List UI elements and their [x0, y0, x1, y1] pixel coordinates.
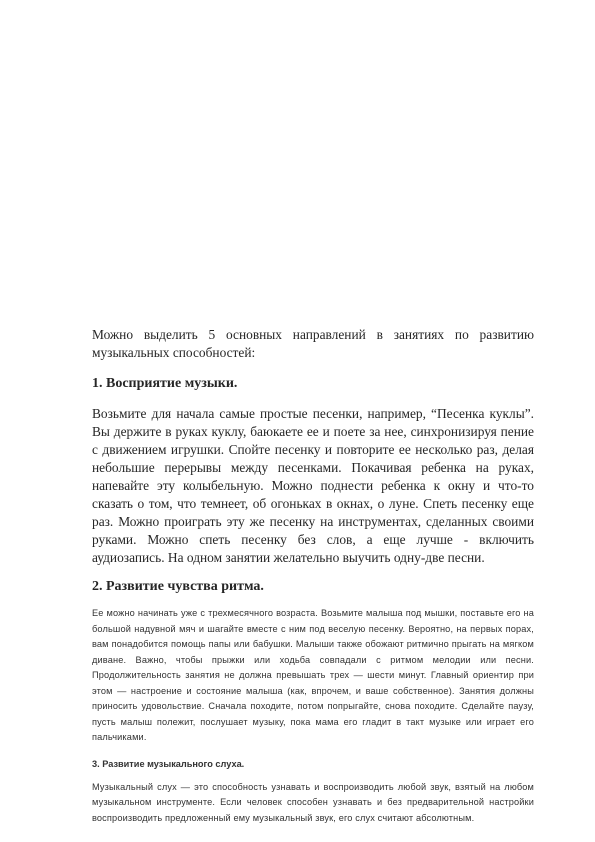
intro-paragraph: Можно выделить 5 основных направлений в занятиях по развитию музыкальных способностей:: [92, 327, 534, 360]
document-page: [92, 326, 534, 826]
section-3-heading: 3. Развитие музыкального слуха.: [92, 758, 245, 769]
section-2-heading: 2. Развитие чувства ритма.: [92, 579, 264, 594]
section-3-paragraph: Музыкальный слух — это способность узнавать и воспроизводить любой звук, взятый на любом музыкальном инструменте. Если человек способен узнавать и без предварительной настройки воспроизводить предложенный ему музыкальный звук, его слух считают абсолютным.: [92, 781, 534, 823]
section-2-paragraph: Ее можно начинать уже с трехмесячного возраста. Возьмите малыша под мышки, поставьте его на большой надувной мяч и шагайте вместе с ним под веселую песенку. Вероятно, на первых порах, вам понадобится помощь папы или бабушки. Малыши также обожают ритмично прыгать на мягком диване. Важно, чтобы прыжки или ходьба совпадали с ритмом мелодии или песни. Продолжительность занятия не должна превышать трех — шести минут. Главный ориентир при этом — настроение и состояние малыша (как, впрочем, и ваше собственное). Занятия должны приносить удовольствие. Сначала походите, потом попрыгайте, снова походите. Сделайте паузу, пусть малыш полежит, послушает музыку, пока мама его гладит в такт музыке или играет его пальчиками.: [92, 608, 534, 742]
section-1-heading: 1. Восприятие музыки.: [92, 376, 238, 391]
section-1-paragraph: Возьмите для начала самые простые песенки, например, “Песенка куклы”. Вы держите в руках куклу, баюкаете ее и поете за нее, синхронизируя пение с движением игрушки. Спойте песенку и повторите ее несколько раз, делая небольшие перерывы между песенками. Покачивая ребенка на руках, напевайте эту колыбельную. Можно поднести ребенка к окну и что-то сказать о том, что темнеет, об огоньках в окнах, о луне. Спеть песенку еще раз. Можно проиграть эту же песенку на инструментах, сделанных своими руками. Можно спеть песенку без слов, а еще лучше - включить аудиозапись. На одном занятии желательно выучить одну-две песни.: [92, 406, 534, 565]
